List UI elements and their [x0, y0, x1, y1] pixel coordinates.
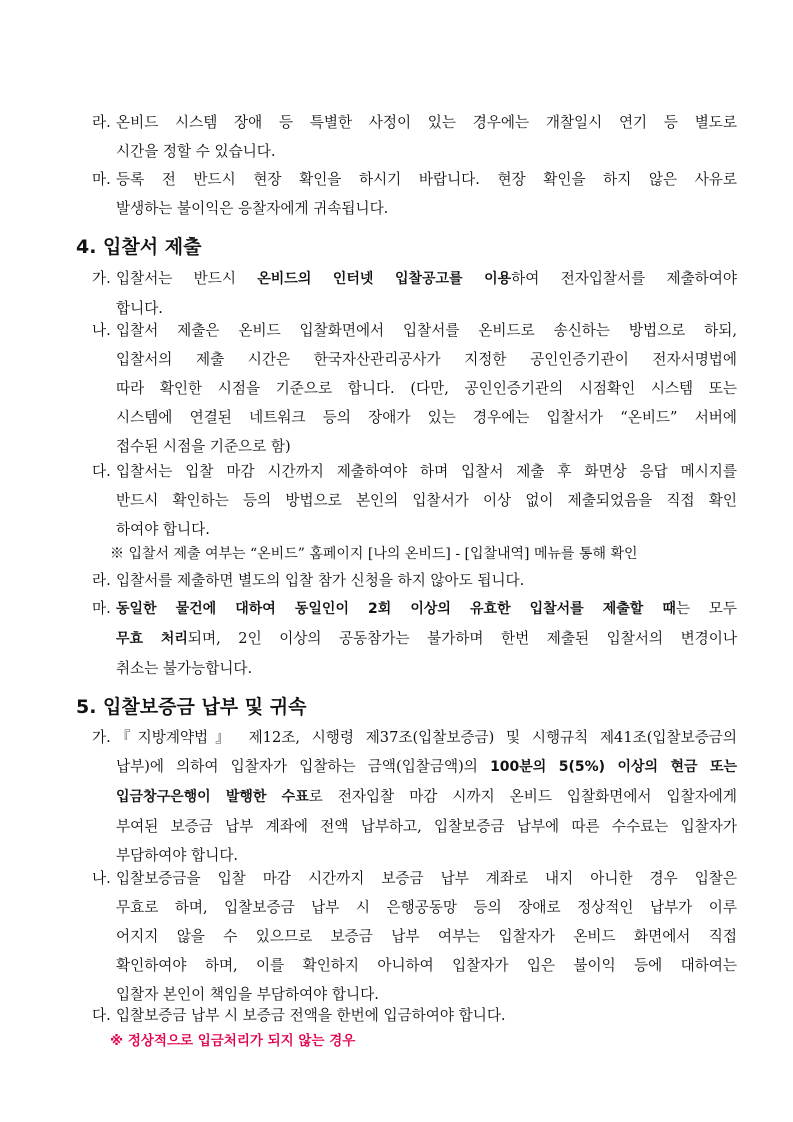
item-marker: 나. [92, 870, 111, 887]
list-item-ra [92, 108, 737, 166]
item-line: 입찰보증금을 입찰 마감 시간까지 보증금 납부 계좌로 내지 아니한 경우 입찰은 [116, 870, 737, 887]
item-marker: 나. [92, 322, 111, 339]
item-line: 입금창구은행이 발행한 수표로 전자입찰 마감 시까지 온비드 입찰화면에서 입찰자에게 [116, 788, 737, 805]
item-line: 접수된 시점을 기준으로 함) [116, 438, 291, 455]
item-line: 어지지 않을 수 있으므로 보증금 납부 여부는 입찰자가 온비드 화면에서 직접 [116, 928, 737, 945]
item-marker: 마. [92, 171, 111, 188]
item-line: 동일한 물건에 대하여 동일인이 2회 이상의 유효한 입찰서를 제출할 때는 모두 [116, 600, 738, 617]
item-line: 등록 전 반드시 현장 확인을 하시기 바랍니다. 현장 확인을 하지 않은 사유로 [116, 171, 737, 188]
item-line: 하여야 합니다. [116, 521, 210, 538]
item-line: 『지방계약법』 제12조, 시행령 제37조(입찰보증금) 및 시행규칙 제41조(입찰보증금의 [116, 729, 737, 746]
item-line: 무효 처리되며, 2인 이상의 공동참가는 불가하며 한번 제출된 입찰서의 변경이나 [116, 630, 737, 647]
item-line: 납부)에 의하여 입찰자가 입찰하는 금액(입찰금액)의 100분의 5(5%) 이상의 현금 또는 [116, 758, 737, 775]
item-line: 시스템에 연결된 네트워크 등의 장애가 있는 경우에는 입찰서가 “온비드” 서버에 [116, 409, 737, 426]
item-line: 부담하여야 합니다. [116, 847, 239, 864]
item-marker: 라. [92, 572, 111, 589]
item-line: 발생하는 불이익은 응찰자에게 귀속됩니다. [116, 200, 389, 217]
item-line: 온비드 시스템 장애 등 특별한 사정이 있는 경우에는 개찰일시 연기 등 별도로 [116, 114, 737, 131]
section-5-heading: 5. 입찰보증금 납부 및 귀속 [76, 696, 307, 718]
item-line: 확인하여야 하며, 이를 확인하지 아니하여 입찰자가 입은 불이익 등에 대하여는 [116, 957, 737, 974]
item-line: 무효로 하며, 입찰보증금 납부 시 은행공동망 등의 장애로 정상적인 납부가 이루 [116, 899, 737, 916]
sec4-item-da [92, 457, 737, 544]
item-line: 입찰서의 제출 시간은 한국자산관리공사가 지정한 공인인증기관이 전자서명법에 [116, 351, 737, 368]
item-line: 입찰서는 반드시 온비드의 인터넷 입찰공고를 이용하여 전자입찰서를 제출하여야 [116, 270, 737, 287]
item-line: 입찰서는 입찰 마감 시간까지 제출하여야 하며 입찰서 제출 후 화면상 응답 메시지를 [116, 463, 737, 480]
item-marker: 라. [92, 114, 111, 131]
bold-text: 무효 처리 [116, 631, 188, 647]
item-line: 따라 확인한 시점을 기준으로 합니다. (다만, 공인인증기관의 시점확인 시스템 또는 [116, 380, 737, 397]
item-marker: 가. [92, 729, 111, 746]
sec4-item-ga [92, 264, 737, 323]
bold-text: 온비드의 인터넷 입찰공고를 이용 [257, 271, 512, 287]
item-line: 취소는 불가능합니다. [116, 660, 253, 677]
item-line: 시간을 정할 수 있습니다. [116, 143, 276, 160]
item-line: 입찰서 제출은 온비드 입찰화면에서 입찰서를 온비드로 송신하는 방법으로 하되, [116, 322, 737, 339]
sec5-item-da [92, 1001, 737, 1030]
bold-text: 100분의 5(5%) 이상의 현금 또는 [490, 759, 737, 775]
sec5-item-ga [92, 723, 737, 870]
item-line: 부여된 보증금 납부 계좌에 전액 납부하고, 입찰보증금 납부에 따른 수수료는 입찰자가 [116, 818, 737, 835]
item-marker: 마. [92, 600, 111, 617]
item-line: 입찰자 본인이 책임을 부담하여야 합니다. [116, 986, 379, 1003]
item-line: 합니다. [116, 300, 163, 317]
item-marker: 다. [92, 1007, 111, 1024]
deposit-warning: ※ 정상적으로 입금처리가 되지 않는 경우 [110, 1033, 356, 1049]
item-line: 입찰서를 제출하면 별도의 입찰 참가 신청을 하지 않아도 됩니다. [116, 572, 525, 589]
sec4-item-ma [92, 594, 737, 683]
item-line: 입찰보증금 납부 시 보증금 전액을 한번에 입금하여야 합니다. [116, 1007, 506, 1024]
submission-note: ※ 입찰서 제출 여부는 “온비드” 홈페이지 [나의 온비드] - [입찰내역] 메뉴를 통해 확인 [110, 546, 638, 562]
section-4-heading: 4. 입찰서 제출 [76, 236, 202, 258]
item-marker: 가. [92, 270, 111, 287]
sec4-item-na [92, 316, 737, 461]
item-line: 반드시 확인하는 등의 방법으로 본인의 입찰서가 이상 없이 제출되었음을 직접 확인 [116, 492, 737, 509]
list-item-ma [92, 165, 737, 223]
sec4-item-ra [92, 566, 737, 595]
sec5-item-na [92, 864, 737, 1009]
item-marker: 다. [92, 463, 111, 480]
bold-text: 입금창구은행이 발행한 수표 [116, 789, 309, 805]
bold-text: 동일한 물건에 대하여 동일인이 2회 이상의 유효한 입찰서를 제출할 때 [116, 601, 676, 617]
